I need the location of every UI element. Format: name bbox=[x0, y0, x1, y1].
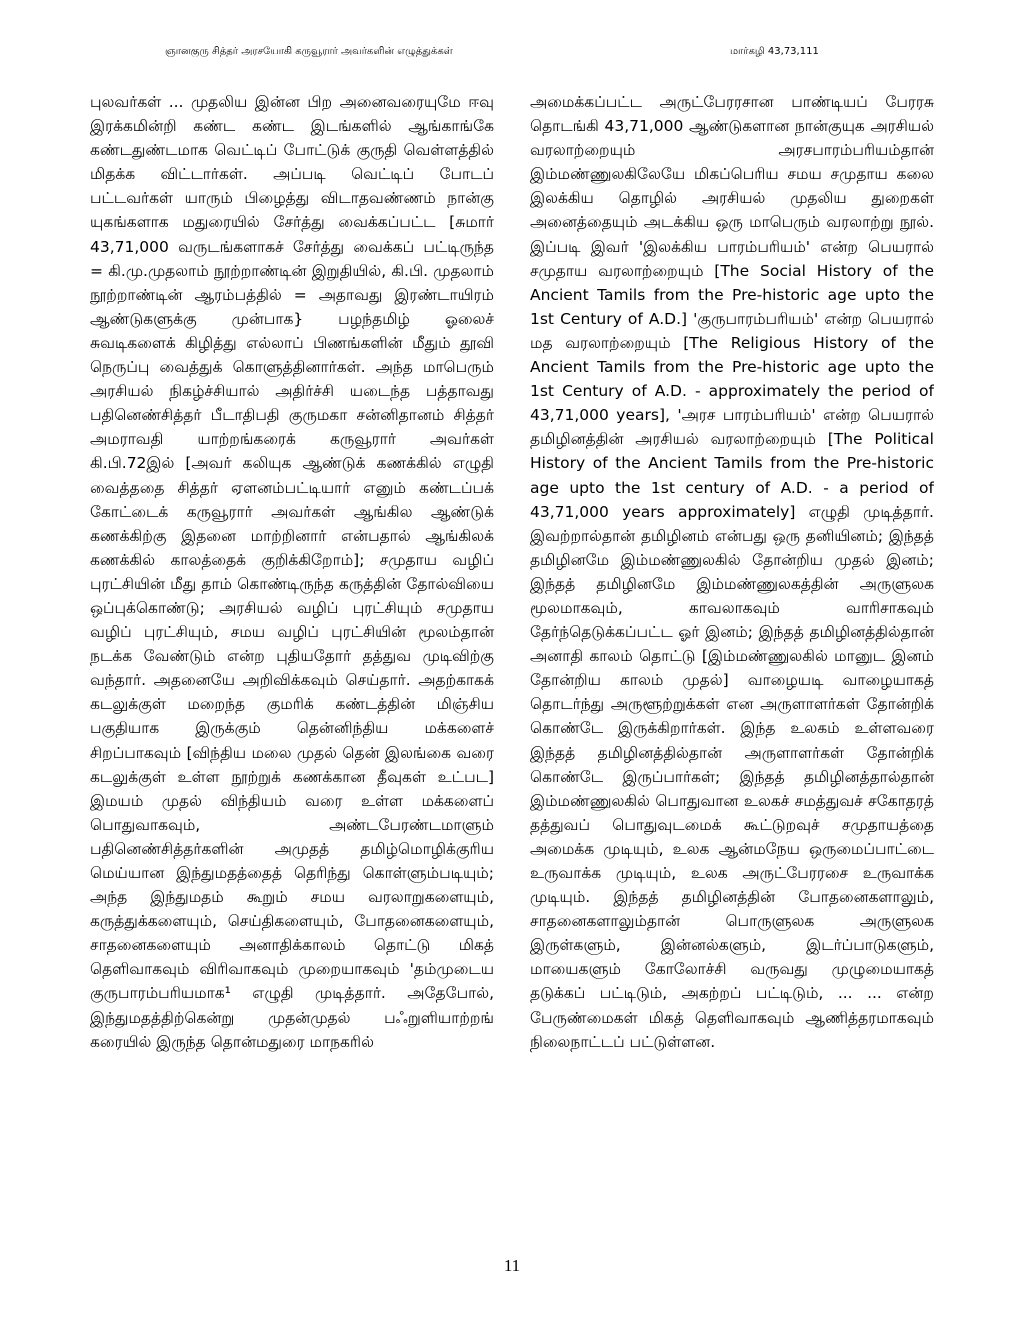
header-date: மார்கழி 43,73,111 bbox=[730, 46, 819, 57]
left-column-text: புலவர்கள் ... முதலிய இன்ன பிற அனைவரையுமே ஈவு இரக்கமின்றி கண்ட கண்ட இடங்களில் ஆங்காங்கே கண்டதுண்டமாக வெட்டிப் போட்டுக் குருதி வெள்ளத்தில் மிதக்க விட்டார்கள். அப்படி வெட்டிப் போடப் பட்டவர்கள் யாரும் பிழைத்து விடாதவண்ணம் நான்கு யுகங்களாக மதுரையில் சேர்த்து வைக்கப்பட்ட [சுமார் 43,71,000 வருடங்களாகச் சேர்த்து வைக்கப் பட்டிருந்த = கி.மு.முதலாம் நூற்றாண்டின் இறுதியில், கி.பி. முதலாம் நூற்றாண்டின் ஆரம்பத்தில் = அதாவது இரண்டாயிரம் ஆண்டுகளுக்கு முன்பாக} பழந்தமிழ் ஓலைச் சுவடிகளைக் கிழித்து எல்லாப் பிணங்களின் மீதும் தூவி நெருப்பு வைத்துக் கொளுத்தினார்கள். அந்த மாபெரும் அரசியல் நிகழ்ச்சியால் அதிர்ச்சி யடைந்த பத்தாவது பதினெண்சித்தர் பீடாதிபதி குருமகா சன்னிதானம் சித்தர் அமராவதி யாற்றங்கரைக் கருவூரார் அவர்கள் கி.பி.72இல் [அவர் கலியுக ஆண்டுக் கணக்கில் எழுதி வைத்ததை சித்தர் ஏளனம்பட்டியார் எனும் கண்டப்பக் கோட்டைக் கருவூரார் அவர்கள் ஆங்கில ஆண்டுக் கணக்கிற்கு இதனை மாற்றினார் என்பதால் ஆங்கிலக் கணக்கில் காலத்தைக் குறிக்கிறோம்]; சமுதாய வழிப் புரட்சியின் மீது தாம் கொண்டிருந்த கருத்தின் தோல்வியை ஒப்புக்கொண்டு; அரசியல் வழிப் புரட்சியும் சமுதாய வழிப் புரட்சியும், சமய வழிப் புரட்சியின் மூலம்தான் நடக்க வேண்டும் என்ற புதியதோர் தத்துவ முடிவிற்கு வந்தார். அதனையே அறிவிக்கவும் செய்தார். அதற்காகக் கடலுக்குள் மறைந்த குமரிக் கண்டத்தின் மிஞ்சிய பகுதியாக இருக்கும் தென்னிந்திய மக்களைச் சிறப்பாகவும் [விந்திய மலை முதல் தென் இலங்கை வரை கடலுக்குள் உள்ள நூற்றுக் கணக்கான தீவுகள் உட்பட] இமயம் முதல் விந்தியம் வரை உள்ள மக்களைப் பொதுவாகவும், அண்டபேரண்டமாளும் பதினெண்சித்தர்களின் அமுதத் தமிழ்மொழிக்குரிய மெய்யான இந்துமதத்தைத் தெரிந்து கொள்ளும்படியும்; அந்த இந்துமதம் கூறும் சமய வரலாறுகளையும், கருத்துக்களையும், செய்திகளையும், போதனைகளையும், சாதனைகளையும் அனாதிக்காலம் தொட்டு மிகத் தெளிவாகவும் விரிவாகவும் முறையாகவும் 'தம்முடைய குருபாரம்பரியமாக¹ எழுதி முடித்தார். அதேபோல், இந்துமதத்திற்கென்று முதன்முதல் பஃறுளியாற்றங் கரையில் இருந்த தொன்மதுரை மாநகரில் bbox=[90, 93, 494, 1051]
page-number: 11 bbox=[503, 1256, 521, 1275]
left-column bbox=[90, 90, 494, 1225]
right-column-text: அமைக்கப்பட்ட அருட்பேரரசான பாண்டியப் பேரரசு தொடங்கி 43,71,000 ஆண்டுகளான நான்குயுக அரசியல் வரலாற்றையும் அரசபாரம்பரியம்தான் இம்மண்ணுலகிலேயே மிகப்பெரிய சமய சமுதாய கலை இலக்கிய தொழில் அரசியல் முதலிய துறைகள் அனைத்தையும் அடக்கிய ஒரு மாபெரும் வரலாற்று நூல். இப்படி இவர் 'இலக்கிய பாரம்பரியம்' என்ற பெயரால் சமுதாய வரலாற்றையும் [The Social History of the Ancient Tamils from the Pre-historic age upto the 1st Century of A.D.] 'குருபாரம்பரியம்' என்ற பெயரால் மத வரலாற்றையும் [The Religious History of the Ancient Tamils from the Pre-historic age upto the 1st Century of A.D. - approximately the period of 43,71,000 years], 'அரச பாரம்பரியம்' என்ற பெயரால் தமிழினத்தின் அரசியல் வரலாற்றையும் [The Political History of the Ancient Tamils from the Pre-historic age upto the 1st century of A.D. - a period of 43,71,000 years approximately] எழுதி முடித்தார். இவற்றால்தான் தமிழினம் என்பது ஒரு தனியினம்; இந்தத் தமிழினமே இம்மண்ணுலகில் தோன்றிய முதல் இனம்; இந்தத் தமிழினமே இம்மண்ணுலகத்தின் அருளுலக மூலமாகவும், காவலாகவும் வாரிசாகவும் தேர்ந்தெடுக்கப்பட்ட ஓர் இனம்; இந்தத் தமிழினத்தில்தான் அனாதி காலம் தொட்டு [இம்மண்ணுலகில் மானுட இனம் தோன்றிய காலம் முதல்] வாழையடி வாழையாகத் தொடர்ந்து அருளூற்றுக்கள் என அருளாளர்கள் தோன்றிக் கொண்டே இருக்கிறார்கள். இந்த உலகம் உள்ளவரை இந்தத் தமிழினத்தில்தான் அருளாளர்கள் தோன்றிக் கொண்டே இருப்பார்கள்; இந்தத் தமிழினத்தால்தான் இம்மண்ணுலகில் பொதுவான உலகச் சமத்துவச் சகோதரத் தத்துவப் பொதுவுடமைக் கூட்டுறவுச் சமுதாயத்தை அமைக்க முடியும், உலக ஆன்மநேய ஒருமைப்பாட்டை உருவாக்க முடியும், உலக அருட்பேரரசை உருவாக்க முடியும். இந்தத் தமிழினத்தின் போதனைகளாலும், சாதனைகளாலும்தான் பொருளுலக அருளுலக இருள்களும், இன்னல்களும், இடர்ப்பாடுகளும், மாயைகளும் கோலோச்சி வருவது முழுமையாகத் தடுக்கப் பட்டிடும், அகற்றப் பட்டிடும், ... ... என்ற பேருண்மைகள் மிகத் தெளிவாகவும் ஆணித்தரமாகவும் நிலைநாட்டப் பட்டுள்ளன. bbox=[530, 93, 934, 1051]
right-column bbox=[530, 90, 934, 1225]
header-title: ஞானகுரு சித்தர் அரசயோகி கருவூரார் அவர்களின் எழுத்துக்கள் bbox=[165, 46, 453, 57]
running-header bbox=[165, 46, 865, 64]
